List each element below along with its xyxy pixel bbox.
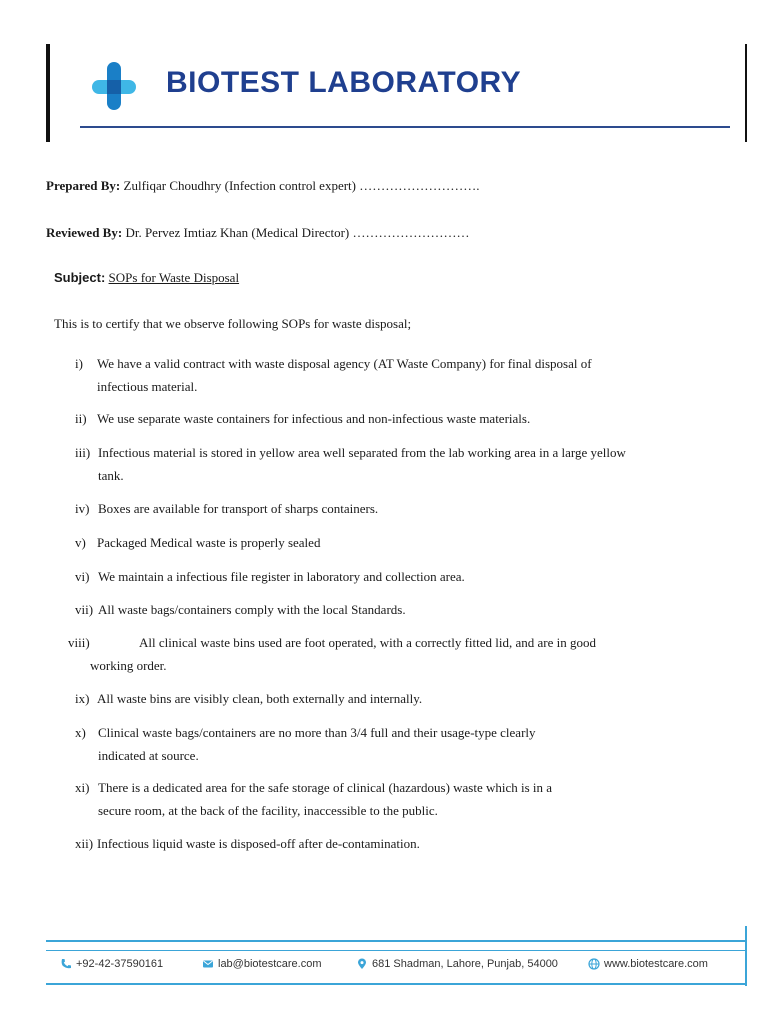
list-item-line2: indicated at source. [98,748,199,763]
footer-rule-bottom [46,983,746,985]
footer-phone-text: +92-42-37590161 [76,958,164,970]
email-icon [202,958,214,970]
list-item-line2: secure room, at the back of the facility, inaccessible to the public. [98,803,438,818]
list-item [97,407,530,430]
prepared-by-text: Zulfiqar Choudhry (Infection control expert) ………………………. [120,178,480,193]
list-item [97,687,422,710]
list-item-line2: tank. [98,468,124,483]
list-item-number: xi) [75,780,90,795]
header-right-bar [745,44,747,142]
list-item-number: v) [75,535,86,550]
list-item-line1: Packaged Medical waste is properly sealed [97,535,321,550]
reviewed-by-text: Dr. Pervez Imtiaz Khan (Medical Director) ……………………… [122,225,470,240]
footer-address-text: 681 Shadman, Lahore, Punjab, 54000 [372,958,558,970]
footer-rule-mid [46,950,746,951]
subject-line [54,270,239,286]
list-item-number: iv) [75,501,90,516]
reviewed-by-line [46,225,469,241]
footer-phone [60,958,163,970]
globe-icon [588,958,600,970]
list-item-number: xii) [75,836,94,851]
list-item [98,565,465,588]
subject-label: Subject: [54,270,106,285]
list-item-line2: working order. [90,658,167,673]
footer-rule-top [46,940,746,942]
intro-text: This is to certify that we observe following SOPs for waste disposal; [54,316,412,331]
list-item [98,497,378,520]
list-item [98,721,536,767]
list-item [97,352,592,398]
footer-email[interactable] [202,958,322,970]
list-item-number: ii) [75,411,87,426]
list-item-line1: Infectious liquid waste is disposed-off after de-contamination. [97,836,420,851]
prepared-by-label: Prepared By: [46,178,121,193]
list-item [97,531,320,554]
biotest-logo-icon [88,60,140,112]
list-item-line1: Clinical waste bags/containers are no more than 3/4 full and their usage-type clearly [98,725,536,740]
list-item-number: vi) [75,569,90,584]
list-item [98,598,406,621]
footer-right-bar [745,926,747,986]
list-item-line1: Infectious material is stored in yellow area well separated from the lab working area in a large yellow [98,445,626,460]
header-left-bar [46,44,50,142]
header-divider [80,126,730,128]
list-item-line1: We maintain a infectious file register in laboratory and collection area. [98,569,465,584]
list-item-line1: We have a valid contract with waste disposal agency (AT Waste Company) for final disposal of [97,356,592,371]
reviewed-by-label: Reviewed By: [46,225,123,240]
list-item-line1: We use separate waste containers for infectious and non-infectious waste materials. [97,411,531,426]
list-item [97,832,420,855]
list-item-line1: Boxes are available for transport of sharps containers. [98,501,379,516]
phone-icon [60,958,72,970]
list-item-number: iii) [75,445,91,460]
list-item [98,441,626,487]
footer-email-text: lab@biotestcare.com [218,958,322,970]
list-item-line1: All waste bins are visibly clean, both externally and internally. [97,691,423,706]
footer-address [356,958,558,970]
list-item-line2: infectious material. [97,379,198,394]
prepared-by-line [46,178,480,194]
list-item [98,776,552,822]
list-item-line1: All waste bags/containers comply with the local Standards. [98,602,406,617]
list-item-number: x) [75,725,86,740]
footer-website-text: www.biotestcare.com [604,958,708,970]
list-item-number: viii) [68,635,90,650]
location-icon [356,958,368,970]
brand-name: BIOTEST LABORATORY [166,66,522,99]
footer-website[interactable] [588,958,708,970]
list-item-number: ix) [75,691,90,706]
list-item-line1: All clinical waste bins used are foot operated, with a correctly fitted lid, and are in good [139,635,597,650]
list-item-number: vii) [75,602,94,617]
list-item [139,631,596,654]
list-item-line1: There is a dedicated area for the safe storage of clinical (hazardous) waste which is in a [98,780,553,795]
subject-text: SOPs for Waste Disposal [108,270,240,285]
list-item-number: i) [75,356,83,371]
